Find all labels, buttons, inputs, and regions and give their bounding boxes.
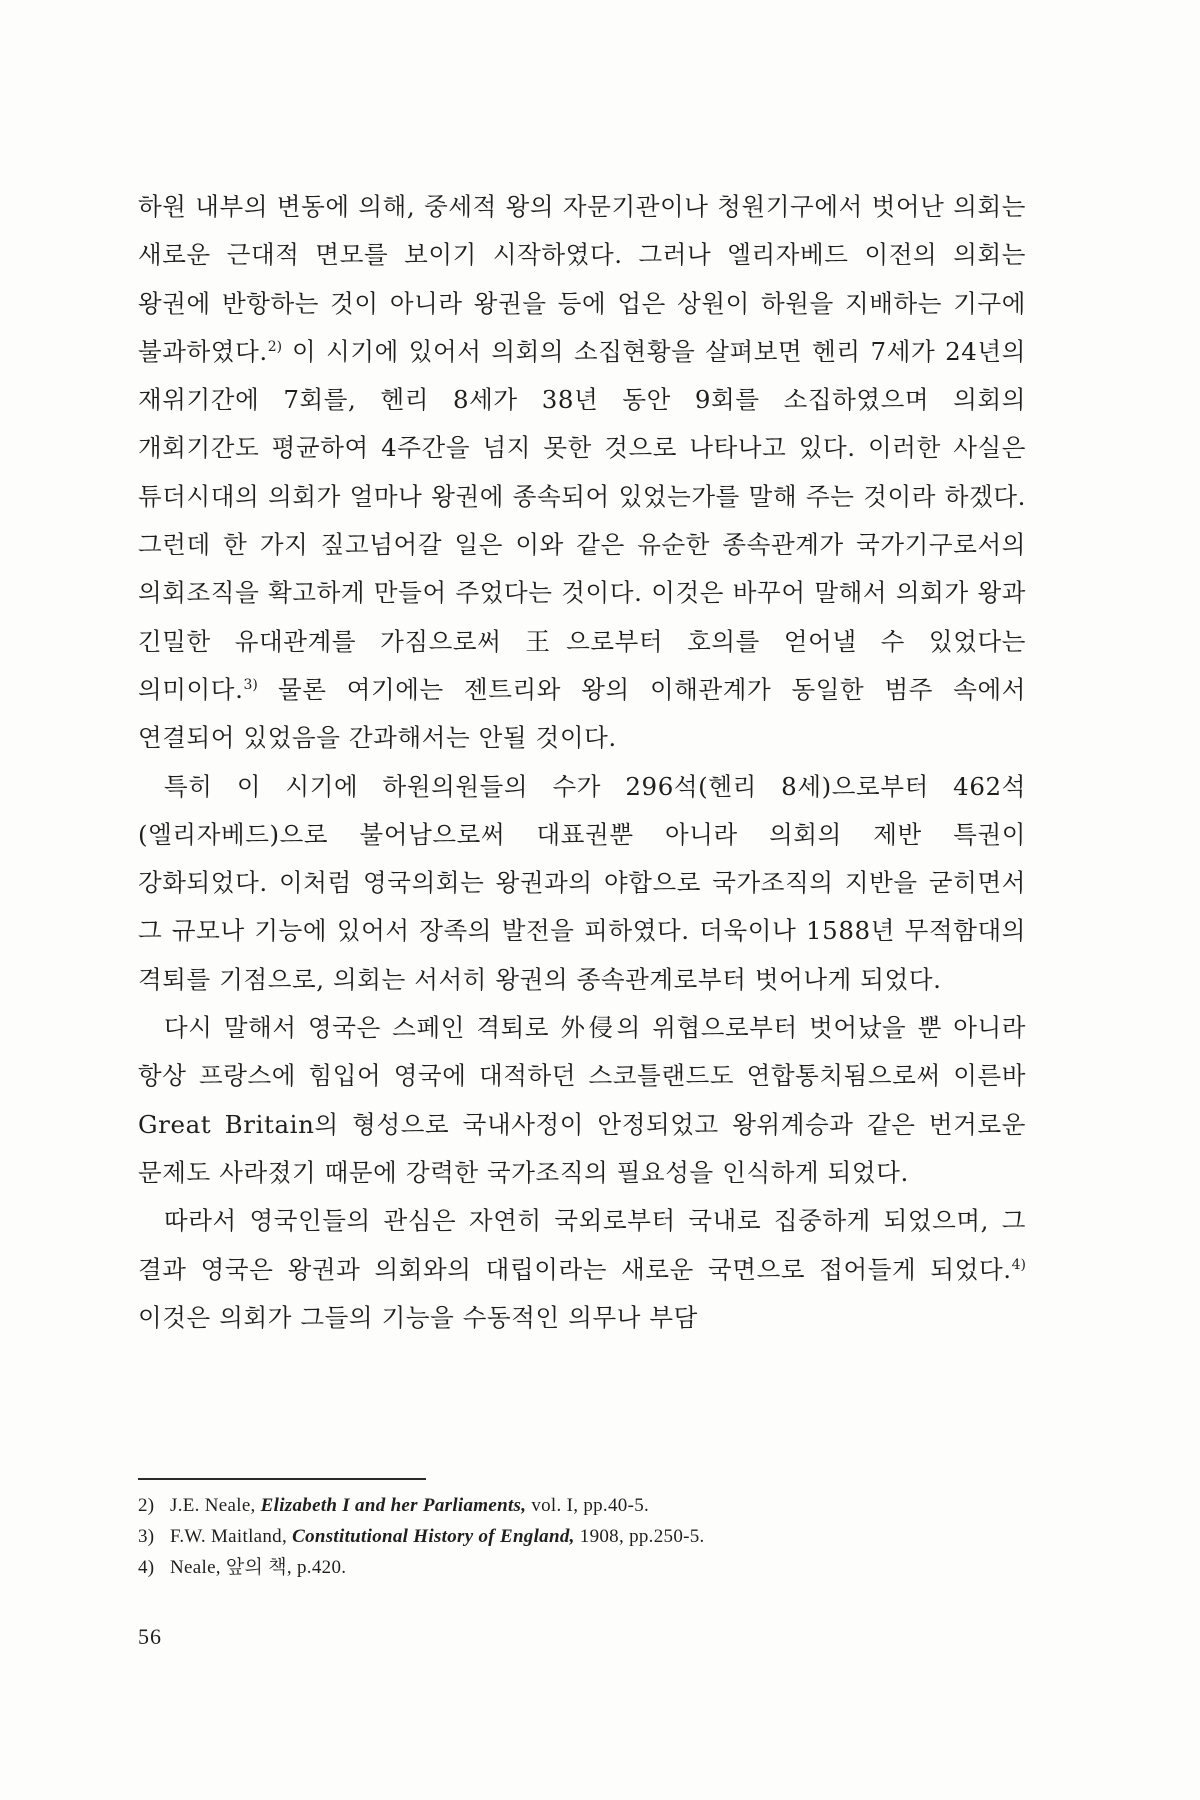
footnote-ref-2: 2) (267, 338, 283, 355)
footnote-number: 3) (138, 1526, 155, 1547)
footnote-divider (138, 1478, 426, 1480)
footnotes (138, 1490, 1026, 1583)
footnote-number: 2) (138, 1495, 155, 1516)
paragraph-4 (138, 1197, 1026, 1342)
paragraph-4-part-2: 이것은 의회가 그들의 기능을 수동적인 의무나 부담 (138, 1302, 698, 1332)
footnote-title: Constitutional History of England, (292, 1526, 575, 1547)
paragraph-2: 특히 이 시기에 하원의원들의 수가 296석(헨리 8세)으로부터 462석(엘리자베드)으로 불어남으로써 대표권뿐 아니라 의회의 제반 특권이 강화되었다. 이처럼 영국의회는 왕권과의 야합으로 국가조직의 지반을 굳히면서 그 규모나 기능에 있어서 장족의 발전을 피하였다. 더욱이나 1588년 무적함대의 격퇴를 기점으로, 의회는 서서히 왕권의 종속관계로부터 벗어나게 되었다. (138, 771, 1026, 994)
paragraph-3: 다시 말해서 영국은 스페인 격퇴로 外侵의 위협으로부터 벗어났을 뿐 아니라 항상 프랑스에 힘입어 영국에 대적하던 스코틀랜드도 연합통치됨으로써 이른바 Great Britain의 형성으로 국내사정이 안정되었고 왕위계승과 같은 번거로운 문제도 사라졌기 때문에 강력한 국가조직의 필요성을 인식하게 되었다. (138, 1013, 1026, 1187)
footnote-ref-3: 3) (243, 676, 258, 693)
footnote-author: J.E. Neale, (170, 1495, 261, 1516)
footnote-details: 1908, pp.250-5. (574, 1526, 705, 1547)
paragraph-1-part-1: 하원 내부의 변동에 의해, 중세적 왕의 자문기관이나 청원기구에서 벗어난 의회는 새로운 근대적 면모를 보이기 시작하였다. 그러나 엘리자베드 이전의 의회는 왕권에 반항하는 것이 아니라 왕권을 등에 업은 상원이 하원을 지배하는 기구에 불과하였다. (138, 192, 1026, 366)
paragraph-1-part-3: 물론 여기에는 젠트리와 왕의 이해관계가 동일한 범주 속에서 연결되어 있었음을 간과해서는 안될 것이다. (138, 674, 1026, 753)
body-text (138, 183, 1026, 1342)
footnote-2 (138, 1490, 1026, 1521)
footnote-3 (138, 1521, 1026, 1552)
footnote-4 (138, 1552, 1026, 1583)
paragraph-4-part-1: 따라서 영국인들의 관심은 자연히 국외로부터 국내로 집중하게 되었으며, 그 결과 영국은 왕권과 의회와의 대립이라는 새로운 국면으로 접어들게 되었다. (138, 1206, 1026, 1284)
page-number: 56 (138, 1624, 162, 1649)
footnote-text: Neale, 앞의 책, p.420. (170, 1557, 347, 1578)
footnote-number: 4) (138, 1557, 155, 1578)
footnote-author: F.W. Maitland, (170, 1526, 293, 1547)
footnote-ref-4: 4) (1011, 1256, 1026, 1273)
paragraph-1 (138, 183, 1026, 763)
footnote-title: Elizabeth I and her Parliaments, (260, 1495, 527, 1516)
paragraph-1-part-2: 이 시기에 있어서 의회의 소집현황을 살펴보면 헨리 7세가 24년의 재위기간에 7회를, 헨리 8세가 38년 동안 9회를 소집하였으며 의회의 개회기간도 평균하여 4주간을 넘지 못한 것으로 나타나고 있다. 이러한 사실은 튜더시대의 의회가 얼마나 왕권에 종속되어 있었는가를 말해 주는 것이라 하겠다. 그런데 한 가지 짚고넘어갈 일은 이와 같은 유순한 종속관계가 국가기구로서의 의회조직을 확고하게 만들어 주었다는 것이다. 이것은 바꾸어 말해서 의회가 왕과 긴밀한 유대관계를 가짐으로써 王으로부터 호의를 얻어낼 수 있었다는 의미이다. (138, 336, 1026, 704)
footnote-details: vol. I, pp.40-5. (526, 1495, 650, 1516)
